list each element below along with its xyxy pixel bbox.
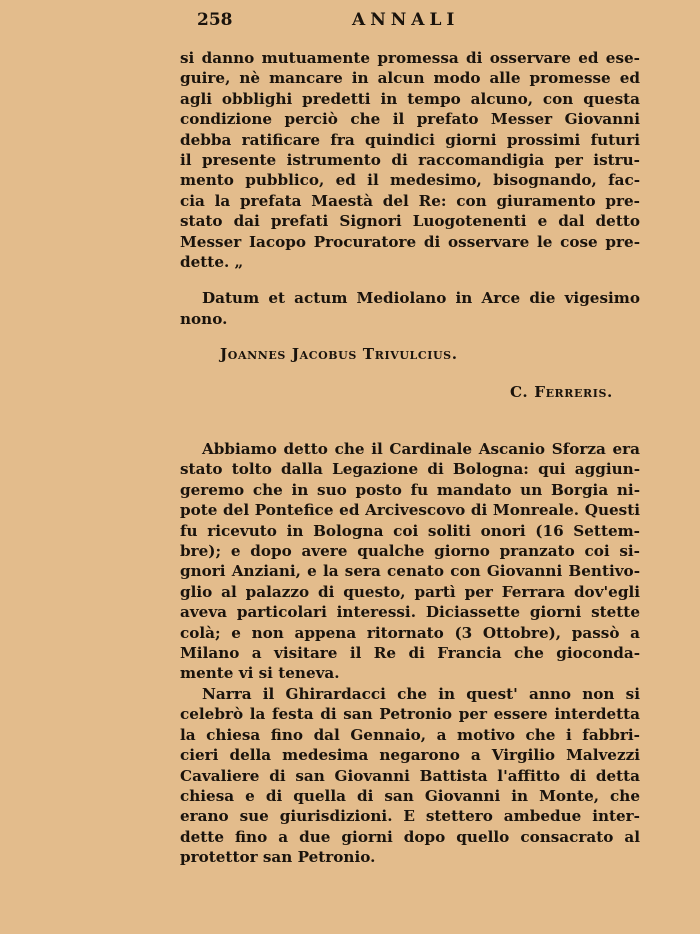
text-line: gnori Anziani, e la sera cenato con Giovanni Bentivo- (180, 562, 640, 581)
text-line: celebrò la festa di san Petronio per essere interdetta (180, 705, 640, 724)
text-line: dette. „ (180, 253, 244, 271)
text-line: si danno mutuamente promessa di osservare ed ese- (180, 49, 640, 67)
text-line: Narra il Ghirardacci che in quest' anno non si (202, 685, 640, 703)
signature-trivulcius: Joannes Jacobus Trivulcius. (220, 345, 458, 363)
text-line: mente vi si teneva. (180, 664, 340, 683)
text-line: bre); e dopo avere qualche giorno pranzato coi si- (180, 542, 640, 560)
text-line: Messer Iacopo Procuratore di osservare le cose pre- (180, 232, 640, 251)
text-line: Abbiamo detto che il Cardinale Ascanio Sforza era (202, 440, 640, 458)
text-line: agli obblighi predetti in tempo alcuno, con questa (180, 89, 640, 108)
text-line: colà; e non appena ritornato (3 Ottobre), passò a (180, 623, 640, 642)
text-line: aveva particolari interessi. Diciassette giorni stette (180, 603, 640, 622)
text-line: mento pubblico, ed il medesimo, bisognando, fac- (180, 171, 640, 190)
text-line: fu ricevuto in Bologna coi soliti onori (16 Settem- (180, 521, 640, 540)
text-line: protettor san Petronio. (180, 848, 376, 867)
text-line: il presente istrumento di raccomandigia per istru- (180, 151, 640, 169)
text-line: la chiesa fino dal Gennaio, a motivo che i fabbri- (180, 725, 640, 744)
text-line: chiesa e di quella di san Giovanni in Monte, che (180, 787, 640, 805)
text-line: glio al palazzo di questo, partì per Ferrara dov'egli (180, 582, 640, 601)
text-line: cia la prefata Maestà del Re: con giuramento pre- (180, 191, 640, 210)
text-line: dette fino a due giorni dopo quello consacrato al (180, 827, 640, 846)
text-line: Cavaliere di san Giovanni Battista l'affitto di detta (180, 766, 640, 785)
text-line: stato tolto dalla Legazione di Bologna: qui aggiun- (180, 460, 640, 479)
text-line: stato dai prefati Signori Luogotenenti e dal detto (180, 212, 640, 231)
running-title: ANNALI (352, 10, 460, 30)
text-line: erano sue giurisdizioni. E stettero ambedue inter- (180, 807, 640, 826)
text-line: Datum et actum Mediolano in Arce die vigesimo (202, 289, 640, 307)
text-line: cieri della medesima negarono a Virgilio Malvezzi (180, 746, 640, 765)
page-number: 258 (197, 10, 233, 30)
text-line: pote del Pontefice ed Arcivescovo di Monreale. Questi (180, 501, 640, 520)
page-header (0, 10, 700, 36)
signature-ferreris: C. Ferreris. (510, 383, 613, 401)
text-line: condizione perciò che il prefato Messer Giovanni (180, 110, 640, 129)
text-line: guire, nè mancare in alcun modo alle promesse ed (180, 69, 640, 88)
text-line: geremo che in suo posto fu mandato un Borgia ni- (180, 480, 640, 499)
text-line: debba ratificare fra quindici giorni prossimi futuri (180, 130, 640, 149)
text-line: nono. (180, 310, 228, 328)
text-line: Milano a visitare il Re di Francia che gioconda- (180, 644, 640, 662)
